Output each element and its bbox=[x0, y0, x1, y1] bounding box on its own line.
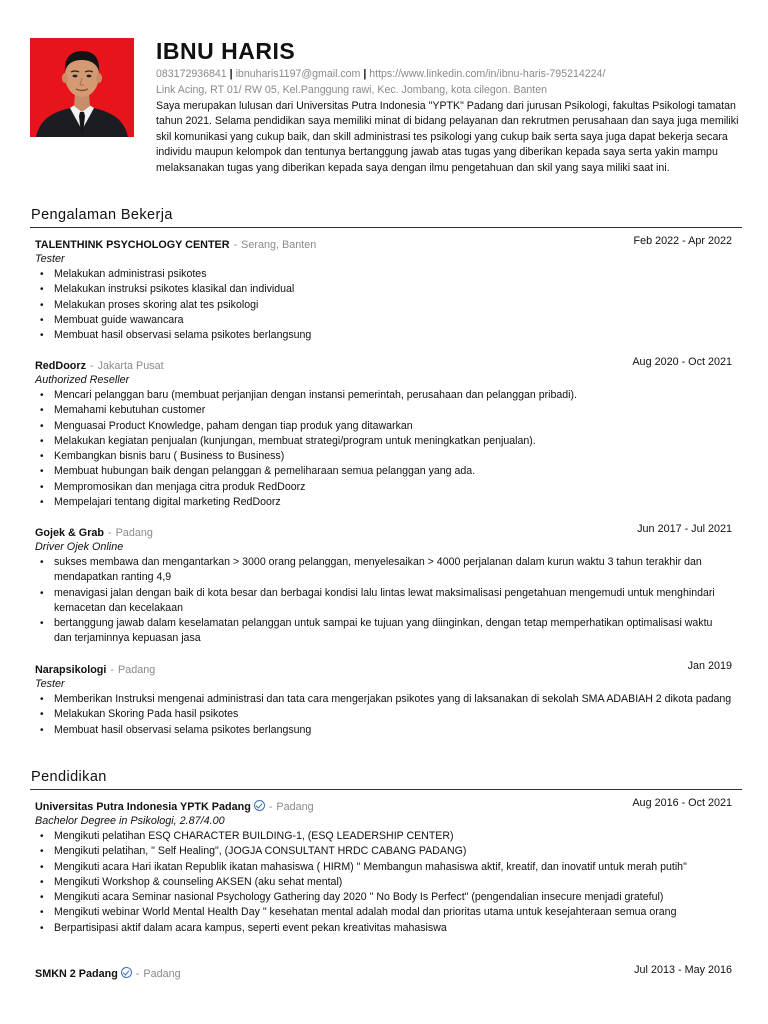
education-entry bbox=[35, 964, 732, 980]
entry-header bbox=[35, 235, 732, 251]
entry-dash: - bbox=[108, 527, 112, 539]
entry-org: SMKN 2 Padang bbox=[35, 968, 118, 980]
list-item: • Melakukan proses skoring alat tes psikologi bbox=[54, 298, 732, 313]
profile-photo bbox=[30, 38, 134, 137]
section-divider bbox=[30, 789, 742, 790]
education-entry bbox=[35, 797, 732, 936]
entry-bullets bbox=[35, 388, 732, 510]
list-item: • Membuat guide wawancara bbox=[54, 313, 732, 328]
entry-bullets bbox=[35, 829, 732, 936]
list-item: • Mengikuti acara Hari ikatan Republik ikatan mahasiswa ( HIRM) " Membangun mahasiswa aktif, kreatif, dan inovatif untuk merah putih" bbox=[54, 860, 732, 875]
entry-location: Serang, Banten bbox=[241, 239, 317, 251]
section-divider bbox=[30, 227, 742, 228]
entry-location: Padang bbox=[118, 664, 156, 676]
entry-dash: - bbox=[90, 360, 94, 372]
list-item: • Melakukan kegiatan penjualan (kunjungan, membuat strategi/program untuk meningkatkan penjualan). bbox=[54, 434, 732, 449]
section-title-experience: Pengalaman Bekerja bbox=[31, 207, 173, 223]
experience-entry bbox=[35, 356, 732, 510]
entry-location: Jakarta Pusat bbox=[97, 360, 164, 372]
list-item: • Kembangkan bisnis baru ( Business to Business) bbox=[54, 449, 732, 464]
entry-role: Tester bbox=[35, 253, 65, 265]
list-item: • Mengikuti pelatihan, " Self Healing", (JOGJA CONSULTANT HRDC CABANG PADANG) bbox=[54, 844, 732, 859]
linkedin-link[interactable]: https://www.linkedin.com/in/ibnu-haris-795214224/ bbox=[369, 68, 606, 80]
separator: | bbox=[229, 68, 233, 80]
list-item: • Melakukan Skoring Pada hasil psikotes bbox=[54, 707, 732, 722]
entry-org: Universitas Putra Indonesia YPTK Padang bbox=[35, 801, 251, 813]
entry-location: Padang bbox=[115, 527, 153, 539]
list-item: • Mengikuti acara Seminar nasional Psychology Gathering day 2020 " No Body Is Perfect" (pengendalian insecure menjadi grateful) bbox=[54, 890, 732, 905]
list-item: • Mengikuti Workshop & counseling AKSEN (aku sehat mental) bbox=[54, 875, 732, 890]
entry-date: Jul 2013 - May 2016 bbox=[634, 964, 732, 976]
list-item: • sukses membawa dan mengantarkan > 3000 orang pelanggan, menyelesaikan > 4000 perjalanan dalam kurun waktu 3 tahun terakhir dan mendapatkan ranting 4,9 bbox=[54, 555, 732, 586]
entry-dash: - bbox=[135, 968, 140, 980]
entry-org: Gojek & Grab bbox=[35, 527, 104, 539]
entry-date: Jan 2019 bbox=[687, 660, 732, 672]
entry-role: Authorized Reseller bbox=[35, 374, 130, 386]
resume-header bbox=[30, 38, 745, 198]
separator: | bbox=[363, 68, 367, 80]
list-item: • Membuat hasil observasi selama psikotes berlangsung bbox=[54, 328, 732, 343]
list-item: • Melakukan administrasi psikotes bbox=[54, 267, 732, 282]
list-item: • Membuat hasil observasi selama psikotes berlangsung bbox=[54, 723, 732, 738]
entry-date: Aug 2020 - Oct 2021 bbox=[632, 356, 732, 368]
entry-bullets bbox=[35, 692, 732, 738]
contact-line bbox=[156, 67, 746, 81]
entry-header bbox=[35, 797, 732, 813]
entry-bullets bbox=[35, 267, 732, 343]
candidate-name: IBNU HARIS bbox=[156, 38, 296, 64]
list-item: • Mempromosikan dan menjaga citra produk RedDoorz bbox=[54, 480, 732, 495]
list-item: • menavigasi jalan dengan baik di kota besar dan berbagai kondisi lalu lintas lewat maksimalisasi pengetahuan mengemudi untuk menghindari kemacetan dan kecelakaan bbox=[54, 586, 732, 617]
verified-check-icon bbox=[121, 967, 132, 978]
entry-dash: - bbox=[110, 664, 115, 676]
entry-header bbox=[35, 964, 732, 980]
entry-role: Tester bbox=[35, 678, 65, 690]
verified-check-icon bbox=[254, 800, 265, 811]
entry-header bbox=[35, 660, 732, 676]
experience-entry bbox=[35, 235, 732, 343]
experience-entry bbox=[35, 523, 732, 647]
entry-header bbox=[35, 523, 732, 539]
entry-date: Jun 2017 - Jul 2021 bbox=[637, 523, 732, 535]
list-item: • Melakukan instruksi psikotes klasikal dan individual bbox=[54, 282, 732, 297]
section-title-education: Pendidikan bbox=[31, 769, 107, 785]
profile-info bbox=[156, 38, 746, 176]
phone-number: 083172936841 bbox=[156, 68, 227, 80]
list-item: • Menguasai Product Knowledge, paham dengan tiap produk yang ditawarkan bbox=[54, 419, 732, 434]
experience-entry bbox=[35, 660, 732, 738]
entry-org: Narapsikologi bbox=[35, 664, 107, 676]
profile-summary: Saya merupakan lulusan dari Universitas Putra Indonesia "YPTK" Padang dari jurusan Psikologi, fakultas Psikologi tamatan tahun 2021. Selama pendidikan saya memiliki minat di bidang pelayanan dan rekrutmen perusahaan dan saya juga memiliki skil komunikasi yang cukup baik, dan skill administrasi tes psikologi yang cukup baik serta saya juga dapat bekerja secara individu maupun kelompok dan tentunya bertanggung jawab atas tugas yang diberikan kepada saya serta yakin mampu melaksanakan tugas yang diberikan kepada saya dengan ilmu pengetahuan dan skil yang saya miliki saat ini. bbox=[156, 100, 739, 174]
list-item: • Membuat hubungan baik dengan pelanggan & pemeliharaan semua pelanggan yang ada. bbox=[54, 464, 732, 479]
email-link[interactable]: ibnuharis1197@gmail.com bbox=[235, 68, 361, 80]
entry-date: Feb 2022 - Apr 2022 bbox=[633, 235, 732, 247]
entry-role: Driver Ojek Online bbox=[35, 541, 124, 553]
entry-location: Padang bbox=[276, 801, 314, 813]
list-item: • Mengikuti pelatihan ESQ CHARACTER BUILDING-1, (ESQ LEADERSHIP CENTER) bbox=[54, 829, 732, 844]
address-line: Link Acing, RT 01/ RW 05, Kel.Panggung rawi, Kec. Jombang, kota cilegon. Banten bbox=[156, 84, 548, 96]
list-item: • bertanggung jawab dalam keselamatan pelanggan untuk sampai ke tujuan yang diinginkan, dengan tetap memperhatikan optimalisasi waktu dan terjaminnya kepuasan jasa bbox=[54, 616, 732, 647]
entry-org: TALENTHINK PSYCHOLOGY CENTER bbox=[35, 239, 230, 251]
list-item: • Mengikuti webinar World Mental Health Day " kesehatan mental adalah modal dan prioritas utama untuk kesejahteraan semua orang bbox=[54, 905, 732, 920]
list-item: • Memberikan Instruksi mengenai administrasi dan tata cara mengerjakan psikotes yang di laksanakan di sekolah SMA ADABIAH 2 dikota padang bbox=[54, 692, 732, 707]
entry-dash: - bbox=[233, 239, 238, 251]
list-item: • Berpartisipasi aktif dalam acara kampus, seperti event pekan kreativitas mahasiswa bbox=[54, 921, 732, 936]
list-item: • Mempelajari tentang digital marketing RedDoorz bbox=[54, 495, 732, 510]
entry-header bbox=[35, 356, 732, 372]
entry-location: Padang bbox=[143, 968, 181, 980]
list-item: • Memahami kebutuhan customer bbox=[54, 403, 732, 418]
entry-org: RedDoorz bbox=[35, 360, 86, 372]
entry-date: Aug 2016 - Oct 2021 bbox=[632, 797, 732, 809]
entry-dash: - bbox=[268, 801, 273, 813]
entry-bullets bbox=[35, 555, 732, 647]
list-item: • Mencari pelanggan baru (membuat perjanjian dengan instansi pemerintah, perusahaan dan pelanggan pribadi). bbox=[54, 388, 732, 403]
entry-degree: Bachelor Degree in Psikologi, 2.87/4.00 bbox=[35, 815, 225, 827]
